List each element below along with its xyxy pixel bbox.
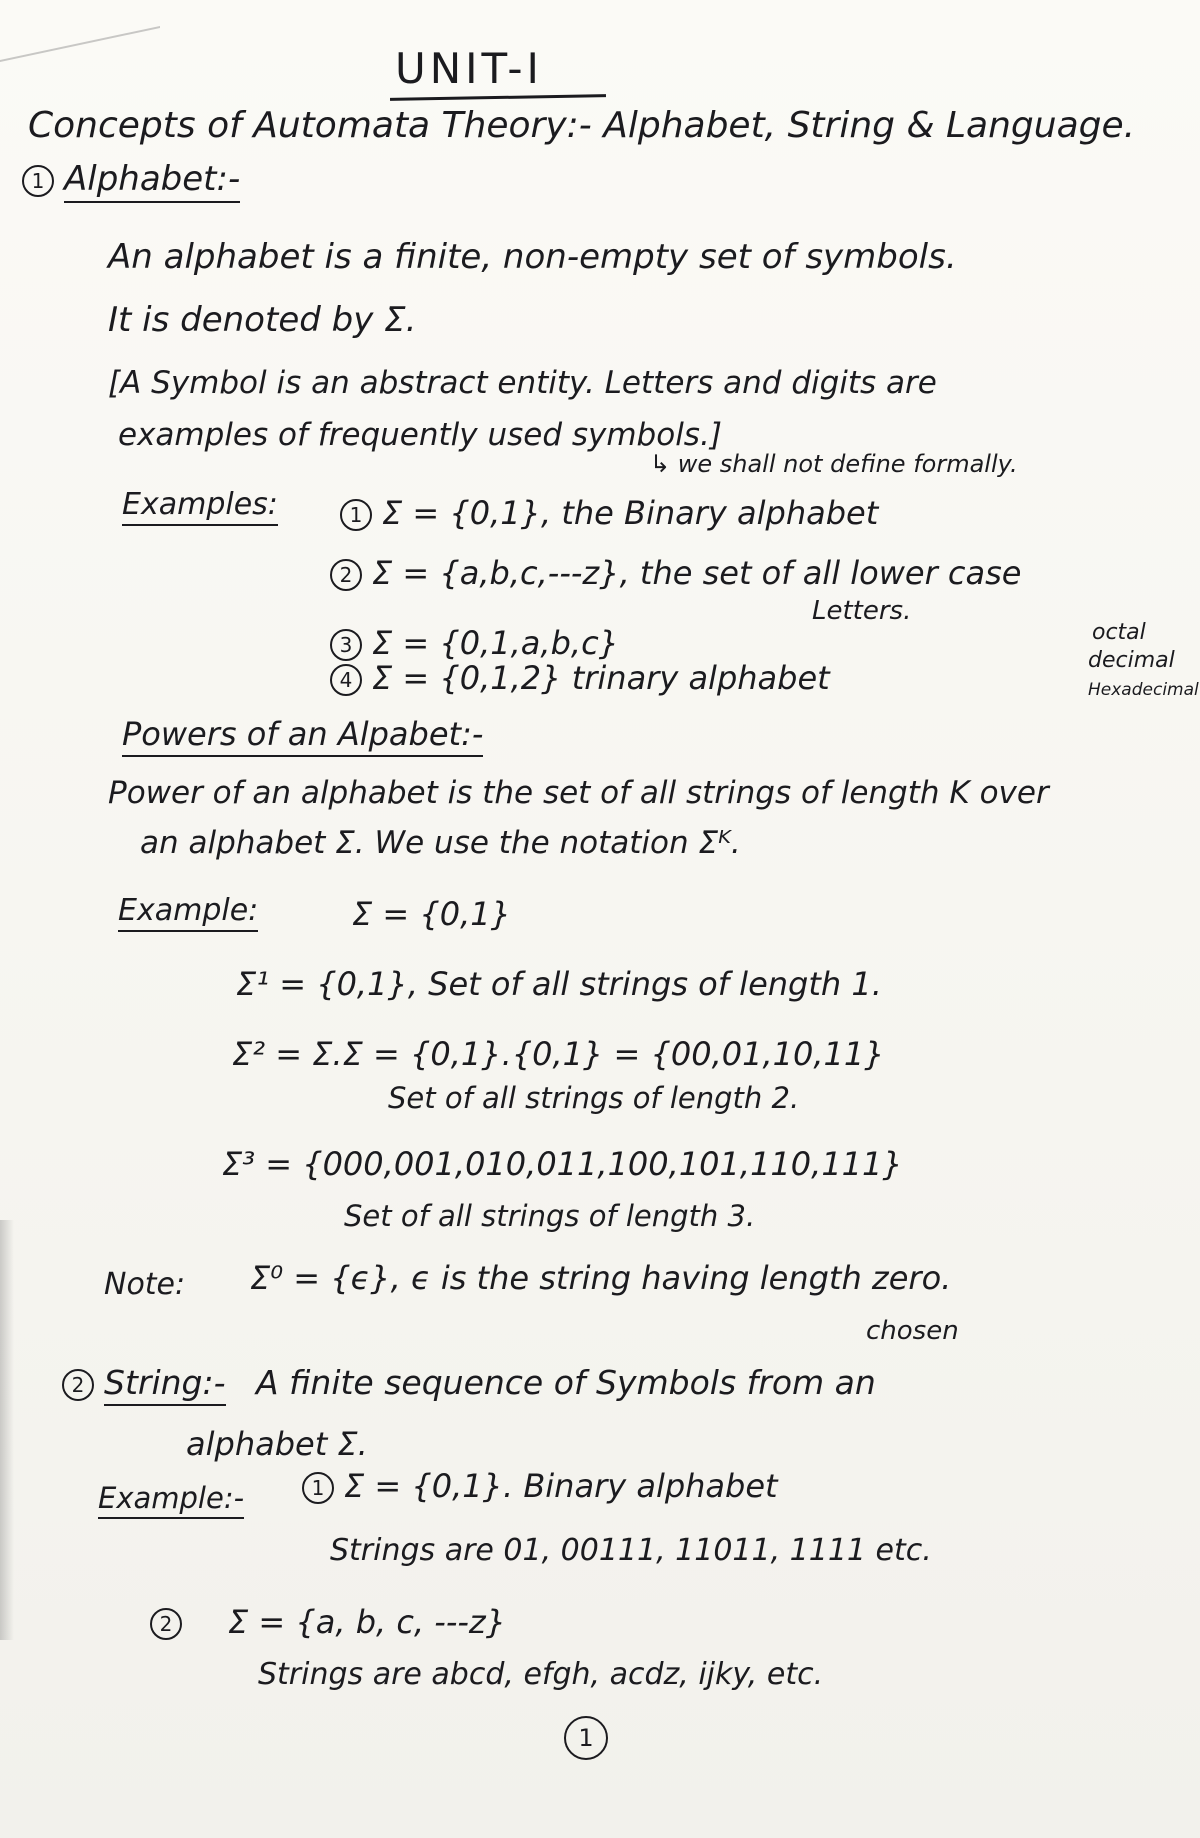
powers-heading: Powers of an Alpabet:- <box>122 715 483 757</box>
page-number <box>564 1716 618 1760</box>
example-number: 3 <box>330 629 362 661</box>
page-number-circle: 1 <box>564 1716 608 1760</box>
page-edge-shadow <box>0 1220 14 1640</box>
note-text: Σ⁰ = {ϵ}, ϵ is the string having length zero. <box>250 1259 952 1297</box>
powers-definition-line1: Power of an alphabet is the set of all strings of length K over <box>108 775 1049 811</box>
symbol-note-line2: examples of frequently used symbols.] <box>118 417 722 453</box>
example-text: Σ = {a,b,c,---z}, the set of all lower case <box>372 554 1022 592</box>
power-line-2-note: Set of all strings of length 2. <box>388 1081 800 1115</box>
examples-label-text: Examples: <box>122 487 278 526</box>
unit-title: UNIT-I <box>395 44 543 93</box>
example-text: Σ = {0,1}, the Binary alphabet <box>382 494 879 532</box>
side-note-hexadecimal: Hexadecimal <box>1088 680 1199 700</box>
string-example-label-text: Example:- <box>98 1481 244 1519</box>
alphabet-heading-row <box>22 159 241 199</box>
powers-heading-row <box>122 715 484 753</box>
unit-title-underline <box>390 94 606 101</box>
string-definition: A finite sequence of Symbols from an <box>256 1363 876 1402</box>
example-number: 2 <box>150 1608 182 1640</box>
alphabet-definition-line2: It is denoted by Σ. <box>108 300 417 340</box>
side-note-decimal: decimal <box>1088 648 1175 673</box>
string-example-sigma: Σ = {0,1}. Binary alphabet <box>344 1467 778 1505</box>
alphabet-definition-line1: An alphabet is a finite, non-empty set of symbols. <box>108 237 957 277</box>
example-text: Σ = {0,1,2} trinary alphabet <box>372 659 830 697</box>
section-number: 1 <box>22 165 54 197</box>
note-label: Note: <box>104 1267 186 1302</box>
inserted-word: chosen <box>866 1316 959 1346</box>
page-corner-line <box>0 0 160 62</box>
symbol-note-line1: [A Symbol is an abstract entity. Letters and digits are <box>108 365 937 401</box>
example-number: 1 <box>302 1472 334 1504</box>
example-number: 2 <box>330 559 362 591</box>
power-line-2: Σ² = Σ.Σ = {0,1}.{0,1} = {00,01,10,11} <box>232 1035 885 1073</box>
example-item <box>330 554 1022 592</box>
example-text: Σ = {0,1,a,b,c} <box>372 624 620 662</box>
example-item <box>340 494 879 532</box>
side-note-octal: octal <box>1092 620 1146 645</box>
powers-definition-line2: an alphabet Σ. We use the notation Σᴷ. <box>140 825 741 861</box>
power-line-1: Σ¹ = {0,1}, Set of all strings of length 1. <box>236 965 882 1003</box>
string-example-label <box>98 1481 245 1515</box>
symbol-side-note: ↳ we shall not define formally. <box>650 450 1018 478</box>
powers-example-label <box>118 893 259 928</box>
powers-example-sigma: Σ = {0,1} <box>352 895 511 933</box>
example-item <box>330 659 830 697</box>
string-example-item <box>150 1603 507 1641</box>
string-example-item <box>302 1467 778 1505</box>
example-continuation: Letters. <box>812 596 912 626</box>
string-definition-line2: alphabet Σ. <box>186 1425 368 1463</box>
string-heading: String:- <box>104 1363 226 1406</box>
string-example-sigma: Σ = {a, b, c, ---z} <box>228 1603 507 1641</box>
power-line-3-note: Set of all strings of length 3. <box>344 1199 756 1233</box>
example-item <box>330 624 620 662</box>
string-heading-row <box>62 1363 876 1402</box>
string-example-strings: Strings are abcd, efgh, acdz, ijky, etc. <box>258 1657 824 1692</box>
main-heading: Concepts of Automata Theory:- Alphabet, String & Language. <box>28 105 1136 146</box>
example-number: 1 <box>340 499 372 531</box>
examples-label <box>122 487 278 522</box>
powers-example-label-text: Example: <box>118 893 258 932</box>
example-number: 4 <box>330 664 362 696</box>
string-example-strings: Strings are 01, 00111, 11011, 1111 etc. <box>330 1533 932 1568</box>
alphabet-heading: Alphabet:- <box>64 159 240 203</box>
section-number: 2 <box>62 1369 94 1401</box>
power-line-3: Σ³ = {000,001,010,011,100,101,110,111} <box>222 1145 903 1183</box>
